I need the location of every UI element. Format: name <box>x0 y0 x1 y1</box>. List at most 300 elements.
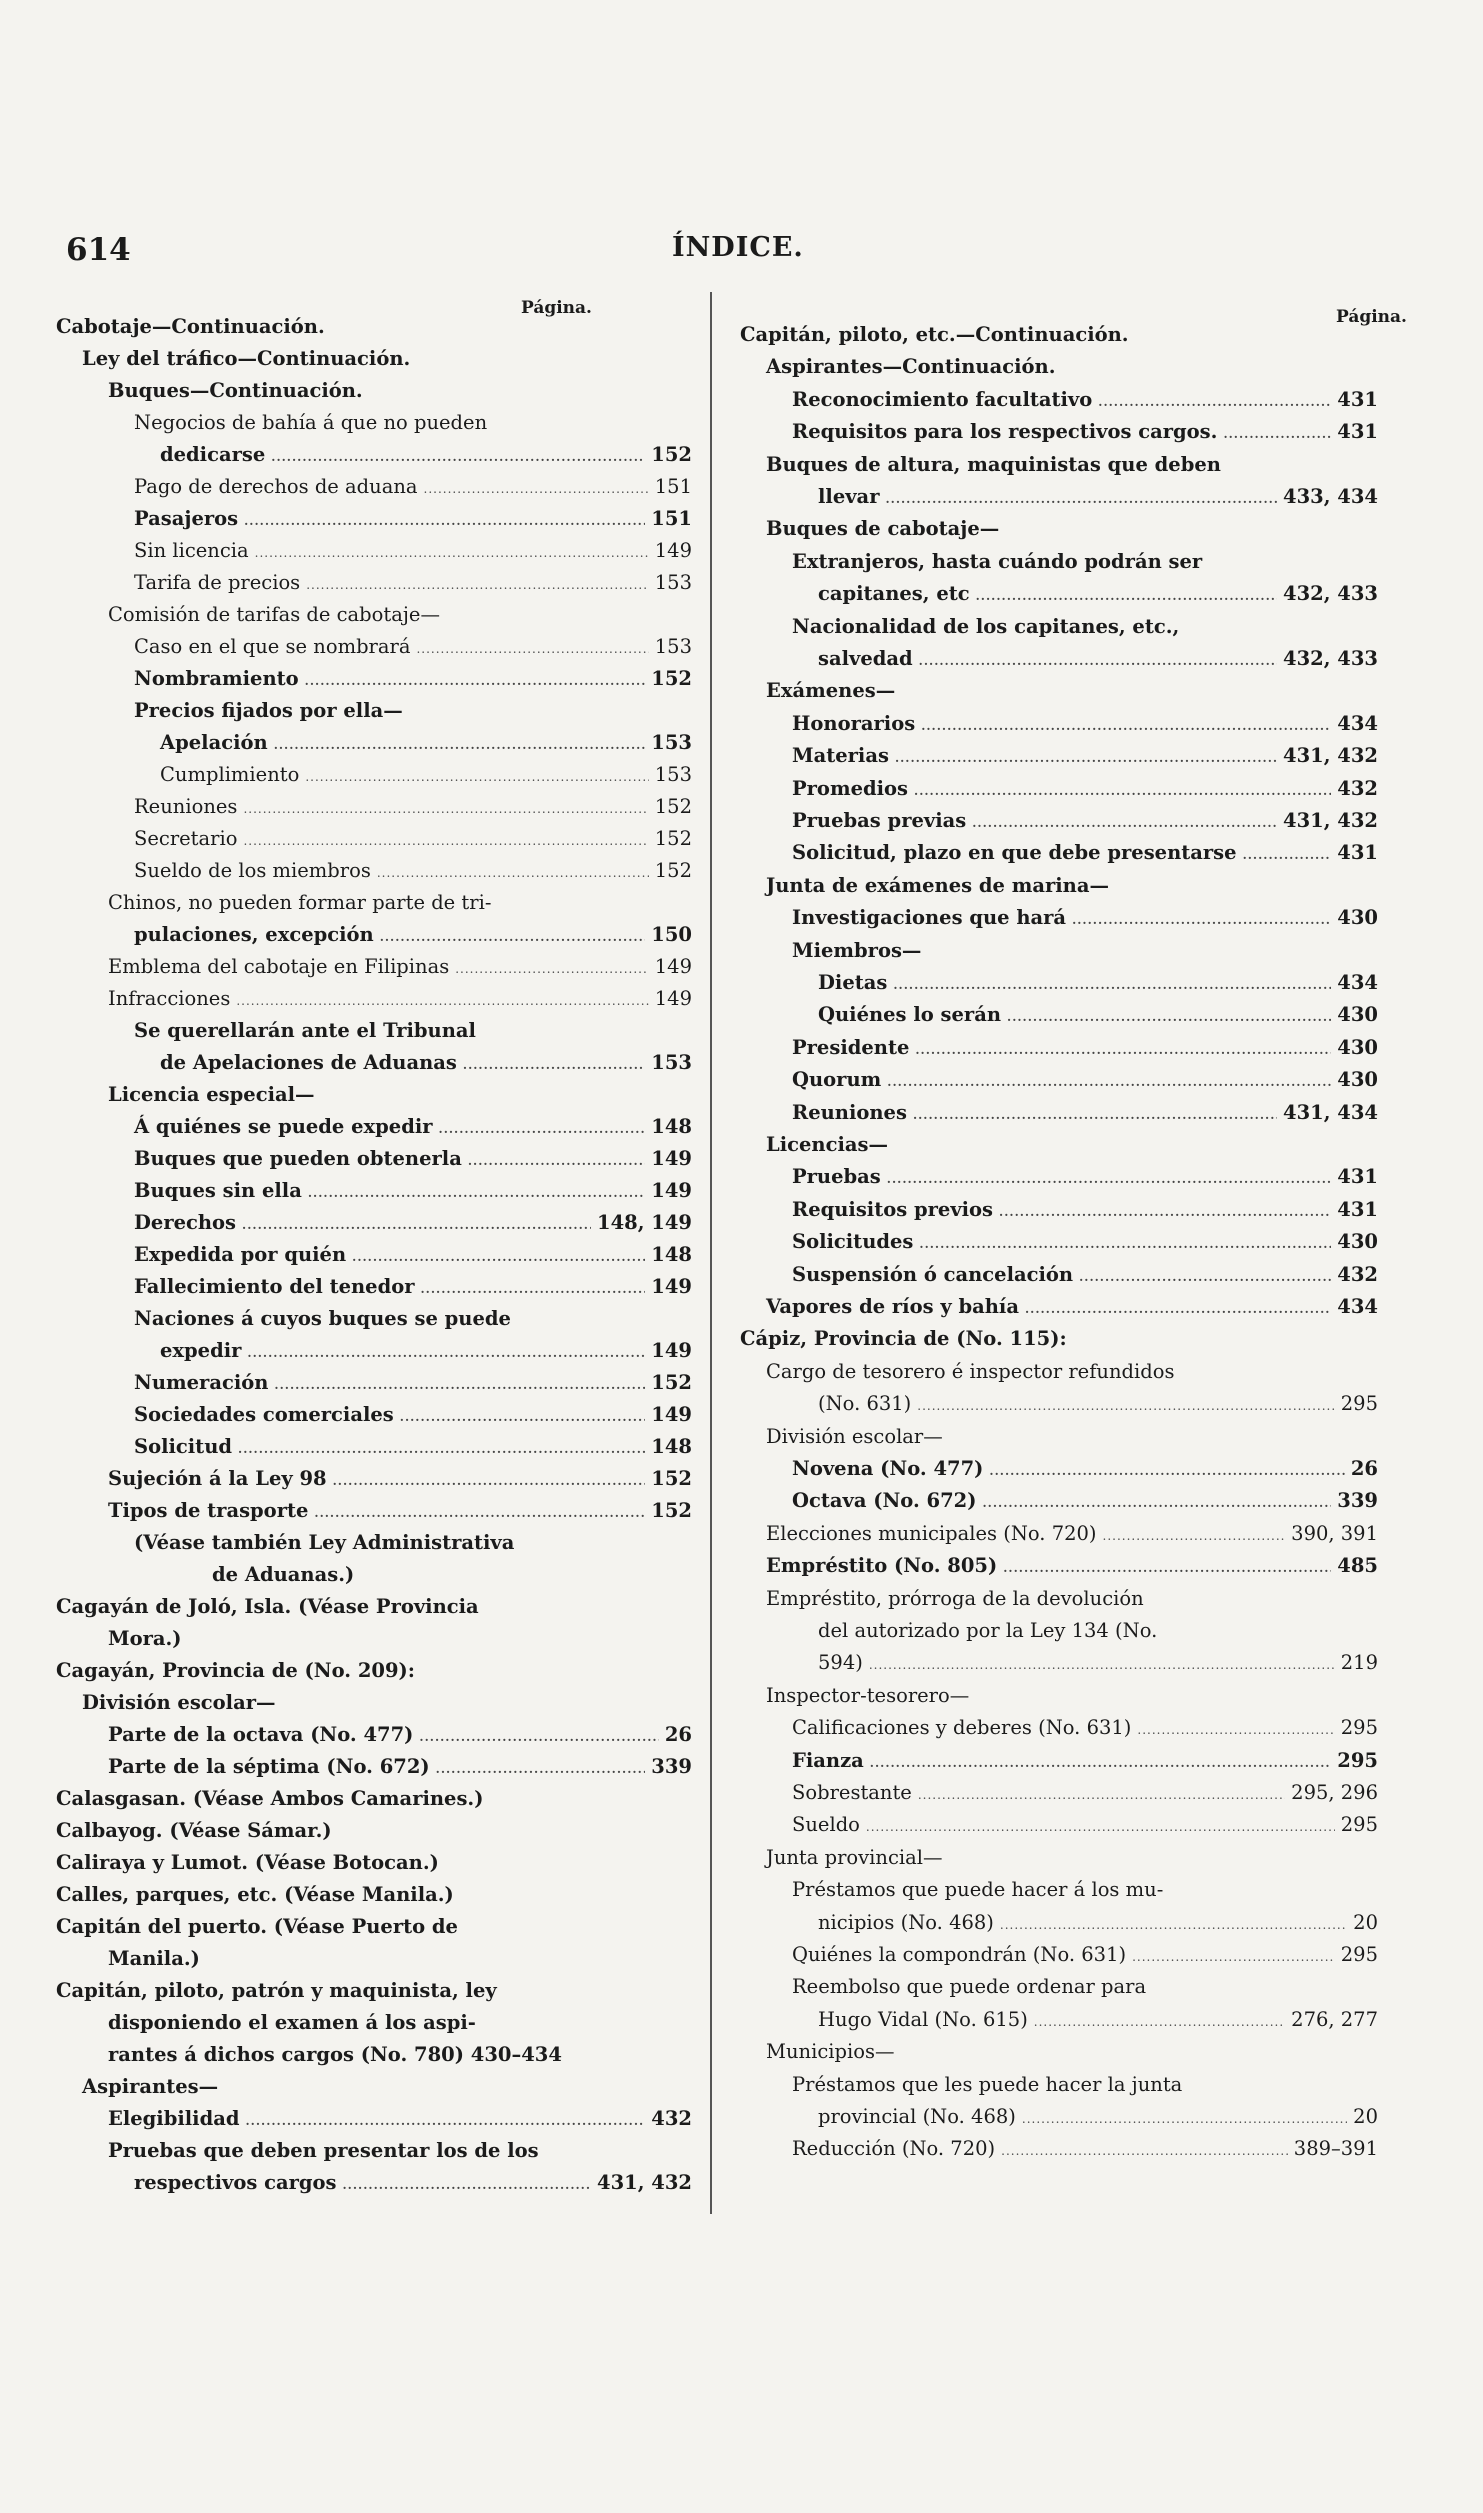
entry-page-ref: 152 <box>651 667 692 690</box>
index-entry <box>56 1660 692 1682</box>
entry-page-ref: 431 <box>1337 1165 1378 1189</box>
index-entry <box>740 454 1378 476</box>
index-entry <box>740 1037 1378 1061</box>
index-entry <box>56 1692 692 1714</box>
dot-leader <box>247 1340 645 1364</box>
entry-text: Materias <box>792 744 889 768</box>
dot-leader <box>915 1037 1331 1061</box>
dot-leader <box>314 1500 645 1524</box>
entry-page-ref: 389–391 <box>1293 2137 1378 2161</box>
index-entry <box>740 648 1378 672</box>
index-entry <box>740 778 1378 802</box>
index-entry <box>56 1756 692 1780</box>
entry-page-ref: 431, 432 <box>1283 809 1378 832</box>
entry-text: Presidente <box>792 1035 910 1059</box>
index-entry <box>740 551 1378 573</box>
entry-text: Cagayán, Provincia de (No. 209): <box>56 1659 415 1682</box>
entry-text: Sueldo de los miembros <box>134 859 371 882</box>
entry-page-ref: 148 <box>651 1115 692 1138</box>
dot-leader <box>918 1782 1285 1806</box>
dot-leader <box>255 540 649 564</box>
dot-leader <box>343 2172 592 2196</box>
index-entry <box>740 1814 1378 1838</box>
entry-text: Elecciones municipales (No. 720) <box>766 1521 1097 1545</box>
index-entry <box>56 796 692 820</box>
dot-leader <box>274 1372 645 1396</box>
entry-text: Manila.) <box>108 1947 200 1970</box>
index-entry <box>56 2140 692 2162</box>
index-entry <box>740 1652 1378 1676</box>
index-entry <box>740 1912 1378 1936</box>
entry-text: Promedios <box>792 776 909 800</box>
index-entry <box>56 1148 692 1172</box>
index-entry <box>56 700 692 722</box>
entry-text: Cumplimiento <box>160 763 300 786</box>
entry-text: de Aduanas.) <box>212 1563 355 1586</box>
entry-text: Capitán, piloto, etc.—Continuación. <box>740 323 1129 346</box>
entry-text: Infracciones <box>108 987 231 1010</box>
index-entry <box>56 924 692 948</box>
index-entry <box>56 892 692 914</box>
entry-page-ref: 295, 296 <box>1291 1781 1378 1804</box>
dot-leader <box>1243 842 1332 866</box>
entry-page-ref: 430 <box>1337 1035 1378 1059</box>
index-entry <box>740 1069 1378 1093</box>
entry-page-ref: 295 <box>1340 1716 1378 1740</box>
entry-page-ref: 26 <box>1350 1457 1378 1480</box>
dot-leader <box>914 778 1331 802</box>
index-entry <box>740 1102 1378 1126</box>
index-entry <box>740 713 1378 737</box>
entry-text: Novena (No. 477) <box>792 1457 984 1480</box>
dot-leader <box>424 476 649 500</box>
entry-page-ref: 430 <box>1337 1068 1378 1092</box>
entry-text: nicipios (No. 468) <box>818 1910 994 1934</box>
index-entry <box>56 1052 692 1076</box>
entry-page-ref: 148 <box>651 1243 692 1266</box>
index-entry <box>56 1276 692 1300</box>
index-entry <box>56 2012 692 2034</box>
dot-leader <box>1079 1264 1331 1288</box>
index-entry <box>56 1564 692 1586</box>
entry-page-ref: 151 <box>651 507 692 530</box>
dot-leader <box>885 486 1277 510</box>
index-entry <box>56 1340 692 1364</box>
index-entry <box>740 2138 1378 2162</box>
entry-text: llevar <box>818 485 880 508</box>
dot-leader <box>887 1166 1332 1190</box>
index-entry <box>740 583 1378 607</box>
dot-leader <box>1034 2009 1285 2033</box>
entry-text: Junta provincial— <box>766 1845 943 1869</box>
index-entry <box>740 745 1378 769</box>
index-entry <box>56 1308 692 1330</box>
entry-text: Préstamos que les puede hacer la junta <box>792 2072 1183 2096</box>
dot-leader <box>436 1756 646 1780</box>
entry-text: Licencias— <box>766 1133 888 1156</box>
index-entry <box>740 1231 1378 1255</box>
entry-text: provincial (No. 468) <box>818 2105 1016 2128</box>
index-entry <box>740 1879 1378 1901</box>
entry-text: Aspirantes—Continuación. <box>766 355 1056 379</box>
entry-page-ref: 276, 277 <box>1291 2007 1378 2031</box>
dot-leader <box>919 648 1277 672</box>
dot-leader <box>1007 1004 1331 1028</box>
index-entry <box>740 2009 1378 2033</box>
dot-leader <box>917 1393 1334 1417</box>
entry-text: Pago de derechos de aduana <box>134 475 418 498</box>
dot-leader <box>1072 907 1331 931</box>
index-entry <box>740 1523 1378 1547</box>
index-entry <box>740 1490 1378 1514</box>
entry-page-ref: 432 <box>651 2107 692 2130</box>
entry-text: Caliraya y Lumot. (Véase Botocan.) <box>56 1851 439 1874</box>
dot-leader <box>419 1724 658 1748</box>
page-title: ÍNDICE. <box>672 232 804 263</box>
index-entry <box>740 1750 1378 1774</box>
entry-page-ref: 430 <box>1337 906 1378 930</box>
index-entry <box>56 444 692 468</box>
index-entry <box>56 1116 692 1140</box>
dot-leader <box>421 1276 646 1300</box>
index-entry <box>56 1724 692 1748</box>
entry-text: Expedida por quién <box>134 1243 347 1266</box>
entry-page-ref: 295 <box>1340 1392 1378 1416</box>
index-entry <box>56 476 692 500</box>
index-entry <box>56 380 692 402</box>
entry-page-ref: 152 <box>654 827 692 850</box>
dot-leader <box>463 1052 645 1076</box>
entry-text: Aspirantes— <box>82 2075 219 2098</box>
entry-text: Honorarios <box>792 711 916 735</box>
dot-leader <box>243 796 648 820</box>
index-entry <box>740 680 1378 702</box>
entry-text: Sobrestante <box>792 1781 912 1804</box>
entry-text: Pruebas previas <box>792 809 967 832</box>
entry-text: Á quiénes se puede expedir <box>134 1115 433 1138</box>
dot-leader <box>989 1458 1344 1482</box>
index-entry <box>740 1782 1378 1806</box>
entry-page-ref: 150 <box>651 923 692 946</box>
dot-leader <box>245 2108 645 2132</box>
index-entry <box>740 1717 1378 1741</box>
entry-page-ref: 430 <box>1337 1003 1378 1027</box>
pagina-header-right: Página. <box>1336 307 1407 327</box>
index-entry <box>56 1980 692 2002</box>
entry-page-ref: 431 <box>1337 1197 1378 1221</box>
dot-leader <box>976 583 1277 607</box>
entry-text: Apelación <box>160 731 268 754</box>
index-entry <box>56 1372 692 1396</box>
entry-text: Negocios de bahía á que no pueden <box>134 411 488 434</box>
index-entry <box>56 764 692 788</box>
index-entry <box>740 1458 1378 1482</box>
entry-page-ref: 152 <box>654 859 692 882</box>
index-entry <box>56 348 692 370</box>
index-entry <box>740 810 1378 834</box>
dot-leader <box>1025 1296 1331 1320</box>
entry-text: Junta de exámenes de marina— <box>766 873 1109 897</box>
index-entry <box>56 2076 692 2098</box>
entry-text: Quiénes la compondrán (No. 631) <box>792 1943 1127 1966</box>
entry-text: Vapores de ríos y bahía <box>766 1295 1019 1318</box>
dot-leader <box>400 1404 646 1428</box>
dot-leader <box>982 1490 1331 1514</box>
index-entry <box>56 636 692 660</box>
entry-text: Investigaciones que hará <box>792 906 1067 930</box>
index-entry <box>740 616 1378 638</box>
dot-leader <box>236 988 648 1012</box>
index-entry <box>740 1944 1378 1968</box>
dot-leader <box>308 1180 645 1204</box>
entry-text: Solicitud, plazo en que debe presentarse <box>792 841 1237 865</box>
dot-leader <box>377 860 649 884</box>
entry-page-ref: 433, 434 <box>1283 485 1378 508</box>
entry-text: Quiénes lo serán <box>818 1003 1002 1027</box>
entry-page-ref: 431, 432 <box>1283 744 1378 768</box>
dot-leader <box>333 1468 646 1492</box>
entry-page-ref: 153 <box>654 763 692 786</box>
index-entry <box>56 1852 692 1874</box>
entry-text: Calles, parques, etc. (Véase Manila.) <box>56 1883 454 1906</box>
entry-text: Suspensión ó cancelación <box>792 1262 1074 1286</box>
index-entry <box>56 668 692 692</box>
entry-text: Miembros— <box>792 938 922 962</box>
pagina-header-left: Página. <box>521 298 592 318</box>
entry-text: del autorizado por la Ley 134 (No. <box>818 1619 1158 1642</box>
entry-page-ref: 295 <box>1337 1748 1378 1772</box>
dot-leader <box>999 1199 1331 1223</box>
entry-page-ref: 432 <box>1337 776 1378 800</box>
index-entry <box>740 1166 1378 1190</box>
entry-page-ref: 431 <box>1337 841 1378 865</box>
entry-page-ref: 431 <box>1337 387 1378 411</box>
entry-page-ref: 151 <box>654 475 692 498</box>
entry-text: Ley del tráfico—Continuación. <box>82 347 411 370</box>
entry-page-ref: 430 <box>1337 1230 1378 1254</box>
entry-text: Buques—Continuación. <box>108 379 363 402</box>
index-entry <box>740 1426 1378 1448</box>
entry-text: Tipos de trasporte <box>108 1499 309 1522</box>
index-entry <box>740 1134 1378 1156</box>
dot-leader <box>305 764 648 788</box>
entry-text: Inspector-tesorero— <box>766 1683 970 1707</box>
index-entry <box>56 828 692 852</box>
entry-page-ref: 148, 149 <box>597 1211 692 1234</box>
entry-text: Requisitos para los respectivos cargos. <box>792 420 1218 444</box>
entry-page-ref: 431, 432 <box>597 2171 692 2194</box>
index-entry <box>56 1436 692 1460</box>
index-entry <box>56 1500 692 1524</box>
dot-leader <box>972 810 1277 834</box>
entry-text: Extranjeros, hasta cuándo podrán ser <box>792 549 1203 573</box>
dot-leader <box>1001 2138 1288 2162</box>
index-entry <box>740 1199 1378 1223</box>
index-entry <box>56 1532 692 1554</box>
entry-page-ref: 149 <box>654 955 692 978</box>
entry-text: Secretario <box>134 827 238 850</box>
entry-text: Sueldo <box>792 1813 860 1837</box>
entry-text: Precios fijados por ella— <box>134 699 403 722</box>
entry-text: expedir <box>160 1339 242 1362</box>
entry-text: Buques de cabotaje— <box>766 517 1000 541</box>
index-entry <box>56 1628 692 1650</box>
index-entry <box>740 518 1378 540</box>
entry-page-ref: 390, 391 <box>1291 1521 1378 1545</box>
dot-leader <box>1003 1555 1331 1579</box>
entry-text: Chinos, no pueden formar parte de tri- <box>108 891 492 914</box>
entry-text: Buques sin ella <box>134 1179 302 1202</box>
entry-text: Mora.) <box>108 1627 182 1650</box>
dot-leader <box>306 572 649 596</box>
entry-text: Caso en el que se nombrará <box>134 635 411 658</box>
index-entry <box>740 1555 1378 1579</box>
column-divider <box>710 292 712 2214</box>
entry-text: Empréstito (No. 805) <box>766 1554 998 1578</box>
entry-text: Empréstito, prórroga de la devolución <box>766 1586 1144 1610</box>
entry-text: (Véase también Ley Administrativa <box>134 1531 515 1554</box>
entry-text: Naciones á cuyos buques se puede <box>134 1307 511 1330</box>
entry-text: Reuniones <box>134 795 238 818</box>
entry-text: Requisitos previos <box>792 1197 994 1221</box>
entry-text: (No. 631) <box>818 1392 912 1416</box>
dot-leader <box>244 508 645 532</box>
entry-page-ref: 149 <box>651 1339 692 1362</box>
entry-text: Fianza <box>792 1748 864 1772</box>
index-entry <box>740 324 1378 346</box>
dot-leader <box>1098 389 1331 413</box>
dot-leader <box>1223 421 1331 445</box>
entry-page-ref: 20 <box>1353 1910 1378 1934</box>
entry-page-ref: 339 <box>1337 1489 1378 1513</box>
index-entry <box>56 1788 692 1810</box>
entry-text: Solicitud <box>134 1435 233 1458</box>
entry-text: División escolar— <box>82 1691 276 1714</box>
index-entry <box>56 1244 692 1268</box>
entry-text: Nombramiento <box>134 667 299 690</box>
dot-leader <box>274 732 646 756</box>
entry-text: Calificaciones y deberes (No. 631) <box>792 1716 1132 1740</box>
entry-page-ref: 152 <box>651 1499 692 1522</box>
page-number: 614 <box>66 232 131 268</box>
entry-page-ref: 153 <box>651 731 692 754</box>
entry-page-ref: 153 <box>654 571 692 594</box>
entry-text: Pruebas <box>792 1165 881 1189</box>
entry-page-ref: 149 <box>651 1275 692 1298</box>
dot-leader <box>439 1116 646 1140</box>
index-entry <box>56 412 692 434</box>
entry-text: Cabotaje—Continuación. <box>56 315 325 338</box>
index-entry <box>56 2172 692 2196</box>
entry-text: Buques que pueden obtenerla <box>134 1147 462 1170</box>
entry-page-ref: 152 <box>654 795 692 818</box>
index-entry <box>740 1847 1378 1869</box>
index-entry <box>740 1393 1378 1417</box>
entry-text: Emblema del cabotaje en Filipinas <box>108 955 450 978</box>
dot-leader <box>921 713 1331 737</box>
entry-text: Préstamos que puede hacer á los mu- <box>792 1878 1164 1902</box>
entry-text: Se querellarán ante el Tribunal <box>134 1019 476 1042</box>
dot-leader <box>870 1750 1332 1774</box>
dot-leader <box>242 1212 591 1236</box>
index-entry <box>740 2106 1378 2130</box>
index-entry <box>56 732 692 756</box>
index-entry <box>740 389 1378 413</box>
entry-text: Sociedades comerciales <box>134 1403 394 1426</box>
entry-page-ref: 149 <box>654 539 692 562</box>
entry-text: disponiendo el examen á los aspi- <box>108 2011 476 2034</box>
index-entry <box>740 1620 1378 1642</box>
index-entry <box>56 1212 692 1236</box>
entry-page-ref: 152 <box>651 443 692 466</box>
entry-page-ref: 219 <box>1340 1651 1378 1675</box>
entry-text: Sujeción á la Ley 98 <box>108 1467 327 1490</box>
index-entry <box>740 486 1378 510</box>
dot-leader <box>893 972 1331 996</box>
entry-page-ref: 431, 434 <box>1283 1100 1378 1124</box>
entry-text: Parte de la séptima (No. 672) <box>108 1755 430 1778</box>
entry-text: respectivos cargos <box>134 2171 337 2194</box>
entry-text: capitanes, etc <box>818 582 970 606</box>
dot-leader <box>869 1652 1335 1676</box>
entry-page-ref: 153 <box>654 635 692 658</box>
entry-text: Cargo de tesorero é inspector refundidos <box>766 1359 1175 1383</box>
entry-text: Parte de la octava (No. 477) <box>108 1723 414 1746</box>
index-entry <box>56 1948 692 1970</box>
entry-page-ref: 431 <box>1337 420 1378 444</box>
entry-text: Capitán del puerto. (Véase Puerto de <box>56 1915 458 1938</box>
entry-page-ref: 295 <box>1340 1943 1378 1966</box>
entry-text: pulaciones, excepción <box>134 923 374 946</box>
entry-text: Pasajeros <box>134 507 239 530</box>
entry-text: Licencia especial— <box>108 1083 315 1106</box>
entry-text: Solicitudes <box>792 1230 914 1254</box>
dot-leader <box>380 924 646 948</box>
entry-page-ref: 26 <box>664 1723 692 1746</box>
entry-page-ref: 432, 433 <box>1283 582 1378 606</box>
index-entry <box>740 842 1378 866</box>
index-entry <box>56 1084 692 1106</box>
dot-leader <box>468 1148 645 1172</box>
entry-text: Reconocimiento facultativo <box>792 387 1093 411</box>
entry-text: Quorum <box>792 1068 882 1092</box>
entry-text: Cápiz, Provincia de (No. 115): <box>740 1327 1067 1351</box>
index-entry <box>740 421 1378 445</box>
entry-text: Exámenes— <box>766 679 896 703</box>
index-entry <box>56 956 692 980</box>
index-entry <box>740 972 1378 996</box>
entry-text: Reembolso que puede ordenar para <box>792 1975 1147 1999</box>
index-entry <box>56 1404 692 1428</box>
entry-page-ref: 152 <box>651 1371 692 1394</box>
index-entry <box>56 1180 692 1204</box>
index-entry <box>740 1264 1378 1288</box>
index-entry <box>740 1685 1378 1707</box>
entry-text: Nacionalidad de los capitanes, etc., <box>792 614 1180 638</box>
dot-leader <box>455 956 649 980</box>
entry-page-ref: 434 <box>1337 711 1378 735</box>
entry-text: Hugo Vidal (No. 615) <box>818 2007 1028 2031</box>
entry-text: Fallecimiento del tenedor <box>134 1275 415 1298</box>
entry-page-ref: 152 <box>651 1467 692 1490</box>
index-entry <box>740 940 1378 962</box>
entry-page-ref: 434 <box>1337 971 1378 994</box>
dot-leader <box>1022 2106 1347 2130</box>
entry-text: Calbayog. (Véase Sámar.) <box>56 1819 332 1842</box>
entry-text: salvedad <box>818 647 913 670</box>
index-entry <box>56 1884 692 1906</box>
entry-text: Reuniones <box>792 1100 907 1124</box>
